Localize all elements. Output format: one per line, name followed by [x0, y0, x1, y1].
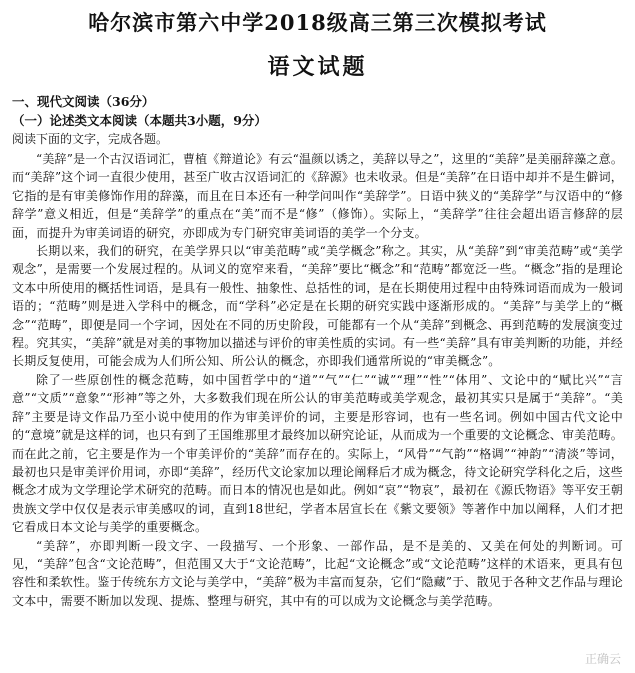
passage-paragraph-2: 长期以来，我们的研究，在美学界只以“审美范畴”或“美学概念”称之。其实，从“美辞”到“审美范畴”或“美学观念”，是需要一个发展过程的。从词义的宽窄来看，“美辞”要比“概念”和“范畴”都宽泛一些。“概念”指的是理论文本中所使用的概括性词语，是具有一般性、抽象性、总括性的词，是在长期使用过程中由特殊词语而成为一般词语的；“范畴”则是进入学科中的概念，而“学科”必定是在长期的研究实践中逐渐形成的。“美辞”与美学上的“概念”“范畴”，即便是同一个字词，因处在不同的历史阶段，可能都有一个从“美辞”到概念、再到范畴的发展演变过程。究其实，“美辞”就是对美的事物加以描述与评价的审美性质的实词。有一些“美辞”具有审美判断的功能，并经长期反复使用，可能会成为人们所公知、所公认的概念，亦即我们通常所说的“审美概念”。	[12, 244, 623, 369]
watermark: 正确云	[584, 652, 621, 666]
subsection-heading: （一）论述类文本阅读（本题共3小题，9分）	[12, 113, 267, 128]
exam-title: 哈尔滨市第六中学2018级高三第三次模拟考试	[88, 10, 547, 35]
passage-paragraph-1: “美辞”是一个古汉语词汇，曹植《辩道论》有云“温颜以诱之，美辞以导之”，这里的“美辞”是美丽辞藻之意。而“美辞”这个词一直很少使用，甚至广收古汉语词汇的《辞源》也未收录。但是“美辞”在日语中却并不是生僻词，它指的是有审美修饰作用的辞藻，而且在日本还有一种学问叫作“美辞学”。日语中狭义的“美辞学”与汉语中的“修辞学”意义相近，但是“美辞学”的重点在“美”而不是“修”（修饰）。实际上，“美辞学”往往会超出语言修辞的层面，而提升为审美词语的研究，亦即成为专门研究审美词语的美学一个分支。	[12, 152, 624, 240]
passage-paragraph-3: 除了一些原创性的概念范畴，如中国哲学中的“道”“气”“仁”“诚”“理”“性”“体用”、文论中的“赋比兴”“言意”“文质”“意象”“形神”等之外，大多数我们现在所公认的审美范畴或美学观念，最初其实只是属于“美辞”。“美辞”主要是诗文作品乃至小说中使用的作为审美评价的词，主要是形容词，也有一些名词。例如中国古代文论中的“意境”就是这样的词，也只有到了王国维那里才最终加以研究论证，从而成为一个重要的文论概念、审美范畴。而在此之前，它主要是作为一个审美评价的“美辞”而存在的。实际上，“风骨”“气韵”“格调”“神韵”“清淡”等词，最初也只是审美评价用词，亦即“美辞”，经历代文论家加以理论阐释后才成为概念，待文论研究学科化之后，这些概念才成为文学理论学术研究的范畴。而日本的情况也是如此。例如“哀”“物哀”，最初在《源氏物语》等平安王朝贵族文学中仅仅是表示审美感叹的词，直到18世纪，学者本居宣长在《紫文要领》等著作中加以阐释，人们才把它看成日本文论与美学的重要概念。	[12, 372, 623, 535]
subject-title: 语文试题	[267, 54, 368, 80]
section-heading: 一、现代文阅读（36分）	[12, 94, 155, 109]
reading-instruction: 阅读下面的文字，完成各题。	[12, 132, 169, 146]
passage-paragraph-4: “美辞”，亦即判断一段文字、一段描写、一个形象、一部作品，是不是美的、又美在何处的判断词。可见，“美辞”包含“文论范畴”，但范围又大于“文论范畴”，比起“文论概念”或“文论范畴”这样的术语来，更具有包容性和柔软性。鉴于传统东方文论与美学中，“美辞”极为丰富而复杂，它们“隐藏”于、散见于各种文艺作品与理论文本中，需要不断加以发现、提炼、整理与研究，其中有的可以成为文论概念与美学范畴。	[12, 538, 623, 608]
